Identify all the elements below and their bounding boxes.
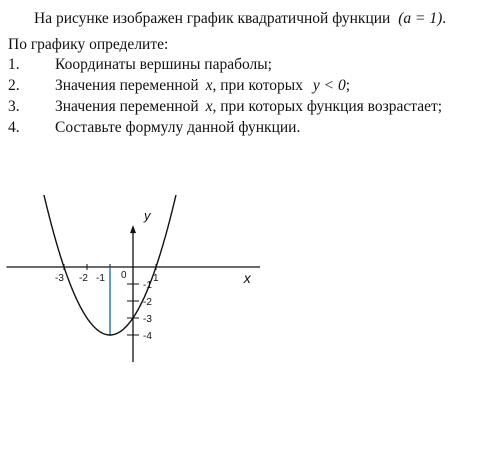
y-tick-label: -2 bbox=[143, 297, 152, 308]
y-tick-label: -1 bbox=[143, 280, 152, 291]
x-tick-label: -2 bbox=[79, 273, 88, 284]
intro-end: . bbox=[442, 10, 447, 27]
task-intro bbox=[34, 10, 446, 28]
item-3-text: Значения переменной x, при которых функция возрастает; bbox=[55, 98, 443, 115]
y-axis-arrow bbox=[130, 225, 136, 233]
intro-condition: (a = 1) bbox=[398, 10, 443, 27]
item-4-number: 4. bbox=[8, 119, 20, 136]
x-tick-label: -3 bbox=[55, 273, 64, 284]
item-2-text: Значения переменной x, при которых y < 0; bbox=[55, 77, 351, 94]
parabola-graph bbox=[0, 195, 260, 385]
y-axis-label: y bbox=[144, 208, 151, 223]
task-subtitle: По графику определите: bbox=[8, 36, 169, 53]
item-1-text: Координаты вершины параболы; bbox=[55, 56, 272, 73]
x-tick-label: 1 bbox=[153, 273, 159, 284]
origin-label: 0 bbox=[121, 270, 127, 281]
intro-text: На рисунке изображен график квадратичной функции bbox=[34, 10, 391, 27]
item-4-text: Составьте формулу данной функции. bbox=[55, 119, 301, 136]
item-2-number: 2. bbox=[8, 77, 20, 94]
item-2-variable: x bbox=[205, 77, 213, 94]
item-3-number: 3. bbox=[8, 98, 20, 115]
x-axis-label: x bbox=[243, 270, 251, 286]
y-tick-label: -4 bbox=[143, 331, 152, 342]
y-tick-label: -3 bbox=[143, 314, 152, 325]
x-tick-label: -1 bbox=[96, 273, 105, 284]
item-1-number: 1. bbox=[8, 56, 20, 73]
item-3-variable: x bbox=[205, 98, 213, 115]
item-2-condition: y < 0 bbox=[312, 77, 346, 94]
